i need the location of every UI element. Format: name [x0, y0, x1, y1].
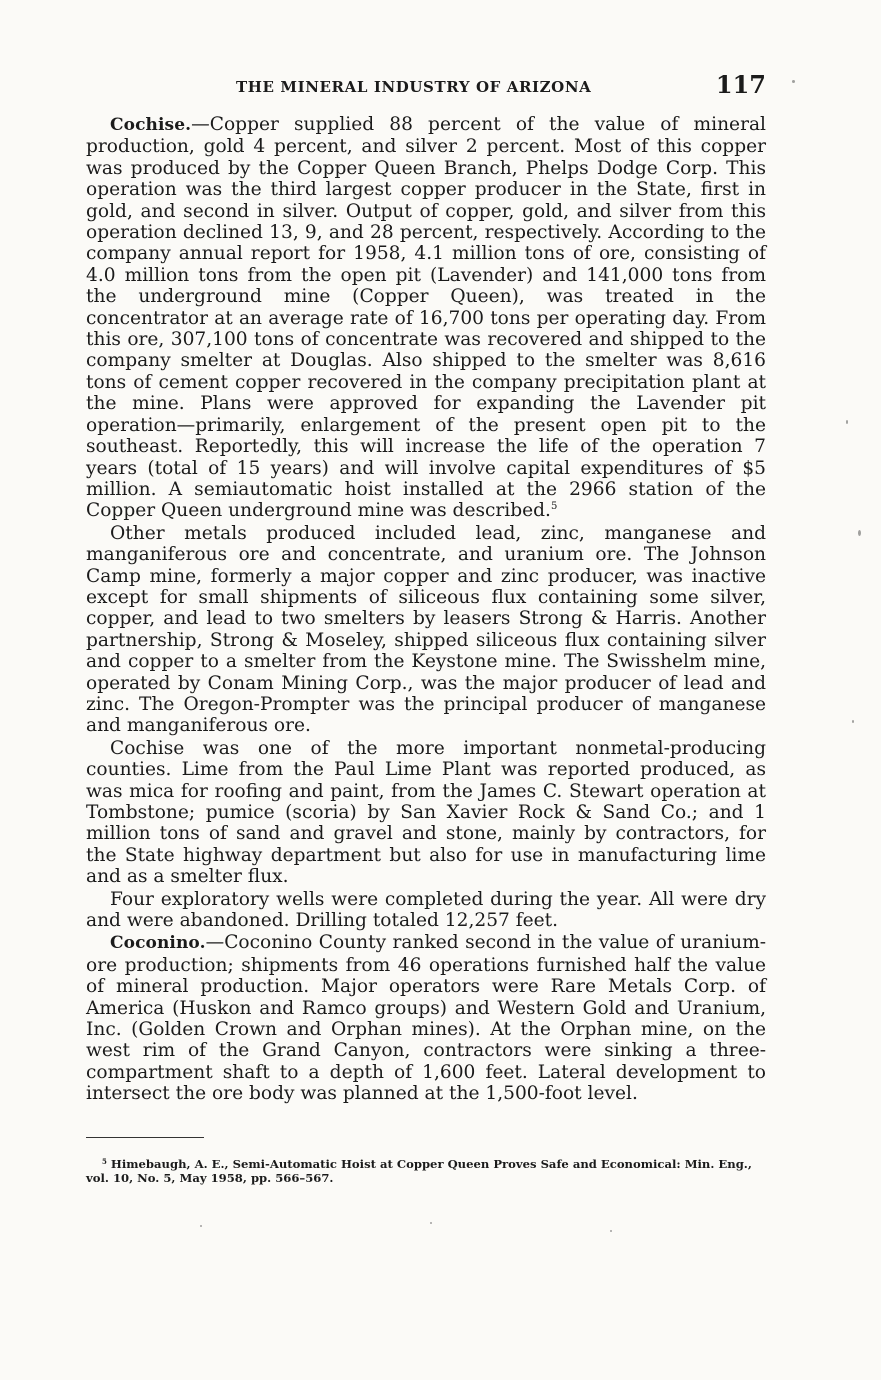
scan-speck	[200, 1225, 202, 1227]
scan-speck	[610, 1230, 612, 1232]
footnote-mark: 5	[102, 1156, 107, 1166]
paragraph-text: Cochise was one of the more important nonmetal-producing counties. Lime from the Paul Lime Plant was reported produced, as was mica for roofing and paint, from the James C. Stewart operation at Tombstone; pumice (scoria) by San Xavier Rock & Sand Co.; and 1 million tons of sand and gravel and stone, mainly by contractors, for the State highway department but also for use in manufacturing lime and as a smelter flux.	[86, 737, 766, 888]
paragraph-other-metals	[86, 523, 766, 737]
section-lead-coconino: Coconino.	[110, 933, 206, 954]
paragraph-text: —Coconino County ranked second in the value of uranium-ore production; shipments from 46 operations furnished half the value of mineral production. Major operators were Rare Metals Corp. of America (Huskon and Ramco groups) and Western Gold and Uranium, Inc. (Golden Crown and Orphan mines). At the Orphan mine, on the west rim of the Grand Canyon, contractors were sinking a three-compartment shaft to a depth of 1,600 feet. Lateral development to intersect the ore body was planned at the 1,500-foot level.	[86, 932, 766, 1105]
scan-speck	[858, 530, 861, 536]
footnote-divider	[86, 1137, 204, 1138]
running-title: THE MINERAL INDUSTRY OF ARIZONA	[236, 78, 592, 96]
paragraph-coconino	[86, 932, 766, 1104]
footnote-text: Himebaugh, A. E., Semi-Automatic Hoist at Copper Queen Proves Safe and Economical: Min. Eng., vol. 10, No. 5, May 1958, pp. 566–567.	[86, 1156, 752, 1185]
paragraph-cochise	[86, 114, 766, 522]
scan-speck	[430, 1222, 432, 1224]
scan-speck	[792, 80, 795, 83]
page-header	[86, 68, 766, 102]
paragraph-text: —Copper supplied 88 percent of the value of mineral production, gold 4 percent, and silver 2 percent. Most of this copper was produced by the Copper Queen Branch, Phelps Dodge Corp. This operation was the third largest copper producer in the State, first in gold, and second in silver. Output of copper, gold, and silver from this operation declined 13, 9, and 28 percent, respectively. According to the company annual report for 1958, 4.1 million tons of ore, consisting of 4.0 million tons from the open pit (Lavender) and 141,000 tons from the underground mine (Copper Queen), was treated in the concentrator at an average rate of 16,700 tons per operating day. From this ore, 307,100 tons of concentrate was recovered and shipped to the company smelter at Douglas. Also shipped to the smelter was 8,616 tons of cement copper recovered in the company precipitation plant at the mine. Plans were approved for expanding the Lavender pit operation—primarily, enlargement of the present open pit to the southeast. Reportedly, this will increase the life of the operation 7 years (total of 15 years) and will involve capital expenditures of $5 million. A semiautomatic hoist installed at the 2966 station of the Copper Queen underground mine was described.	[86, 114, 766, 522]
scan-speck	[846, 420, 848, 424]
page-number: 117	[715, 70, 766, 99]
paragraph-wells	[86, 889, 766, 932]
paragraph-text: Other metals produced included lead, zinc, manganese and manganiferous ore and concentrate, and uranium ore. The Johnson Camp mine, formerly a major copper and zinc producer, was inactive except for small shipments of siliceous flux containing some silver, copper, and lead to two smelters by leasers Strong & Harris. Another partnership, Strong & Moseley, shipped siliceous flux containing silver and copper to a smelter from the Keystone mine. The Swisshelm mine, operated by Conam Mining Corp., was the major producer of lead and zinc. The Oregon-Prompter was the principal producer of manganese and manganiferous ore.	[86, 522, 766, 737]
footnote	[86, 1157, 766, 1185]
body-text	[86, 114, 766, 1106]
paragraph-text: Four exploratory wells were completed during the year. All were dry and were abandoned. Drilling totaled 12,257 feet.	[86, 888, 766, 932]
paragraph-nonmetals	[86, 738, 766, 888]
section-lead-cochise: Cochise.	[110, 115, 192, 135]
scan-speck	[852, 720, 854, 723]
footnote-reference: 5	[550, 501, 558, 513]
